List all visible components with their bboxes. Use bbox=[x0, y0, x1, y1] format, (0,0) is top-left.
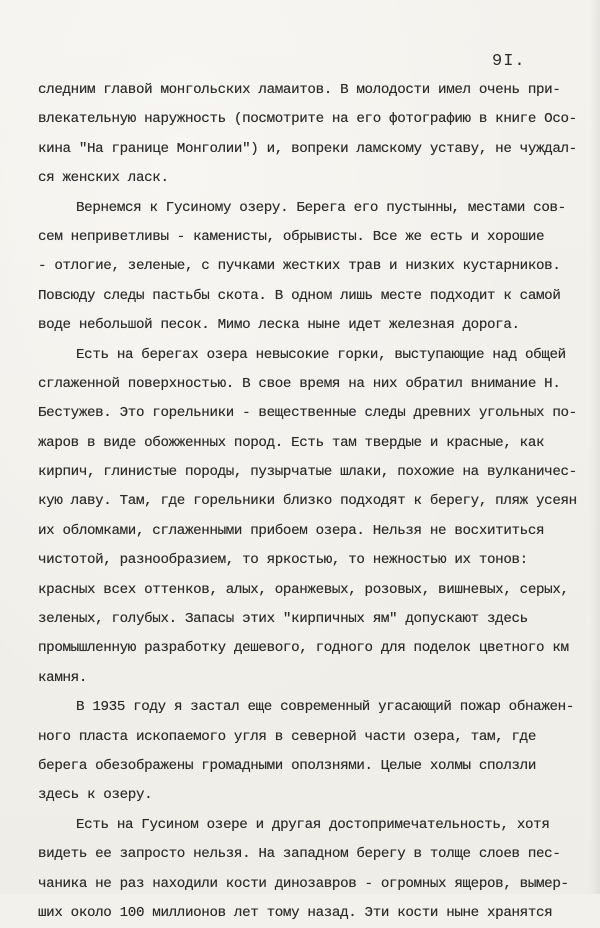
text-line: - отлогие, зеленые, с пучками жестких трав и низких кустарников. bbox=[38, 258, 561, 275]
text-line: их обломками, сглаженными прибоем озера. Нельзя не восхититься bbox=[38, 522, 545, 539]
page-number: 9I. bbox=[492, 52, 526, 71]
text-line: чистотой, разнообразием, то яркостью, то нежностью их тонов: bbox=[38, 552, 528, 569]
text-line: ших около 100 миллионов лет тому назад. Эти кости ныне хранятся bbox=[38, 904, 553, 921]
text-line: камня. bbox=[38, 669, 87, 686]
text-line: Есть на Гусином озере и другая достопримечательность, хотя bbox=[76, 816, 550, 833]
text-line: красных всех оттенков, алых, оранжевых, розовых, вишневых, серых, bbox=[38, 581, 569, 598]
text-line: следним главой монгольских ламаитов. В молодости имел очень при- bbox=[38, 82, 561, 98]
text-line: зеленых, голубых. Запасы этих "кирпичных ям" допускают здесь bbox=[38, 611, 528, 628]
text-line: ного пласта ископаемого угля в северной части озера, там, где bbox=[38, 728, 536, 745]
text-line: ся женских ласк. bbox=[38, 170, 169, 187]
text-line: жаров в виде обожженных пород. Есть там твердые и красные, как bbox=[38, 434, 545, 451]
text-line: здесь к озеру. bbox=[38, 787, 153, 804]
page-edge-shadow bbox=[590, 0, 600, 894]
text-line: сем неприветливы - каменисты, обрывисты. Все же есть и хорошие bbox=[38, 228, 545, 245]
text-line: Вернемся к Гусиному озеру. Берега его пустынны, местами сов- bbox=[76, 199, 566, 216]
text-line: берега обезображены громадными оползнями. Целые холмы сползли bbox=[38, 757, 536, 774]
text-line: воде небольшой песок. Мимо леска ныне идет железная дорога. bbox=[38, 317, 520, 334]
text-line: Повсюду следы пастьбы скота. В одном лишь месте подходит к самой bbox=[38, 287, 561, 304]
text-line: В 1935 году я застал еще современный угасающий пожар обнажен- bbox=[76, 699, 574, 716]
text-line: влекательную наружность (посмотрите на его фотографию в книге Осо- bbox=[38, 111, 577, 128]
text-line: кую лаву. Там, где горельники близко подходят к берегу, пляж усеян bbox=[38, 493, 577, 510]
text-line: Бестужев. Это горельники - вещественные следы древних угольных по- bbox=[38, 405, 577, 422]
body-text bbox=[38, 76, 578, 928]
text-line: сглаженной поверхностью. В свое время на них обратил внимание Н. bbox=[38, 375, 561, 392]
text-line: чаника не раз находили кости динозавров - огромных ящеров, вымер- bbox=[38, 875, 569, 892]
text-line: промышленную разработку дешевого, годного для поделок цветного км bbox=[38, 640, 569, 657]
text-line: видеть ее запросто нельзя. На западном берегу в толще слоев пес- bbox=[38, 846, 561, 863]
text-line: Есть на берегах озера невысокие горки, выступающие над общей bbox=[76, 346, 566, 363]
text-line: кина "На границе Монголии") и, вопреки ламскому уставу, не чуждал- bbox=[38, 140, 577, 157]
text-line: кирпич, глинистые породы, пузырчатые шлаки, похожие на вулканичес- bbox=[38, 464, 577, 481]
